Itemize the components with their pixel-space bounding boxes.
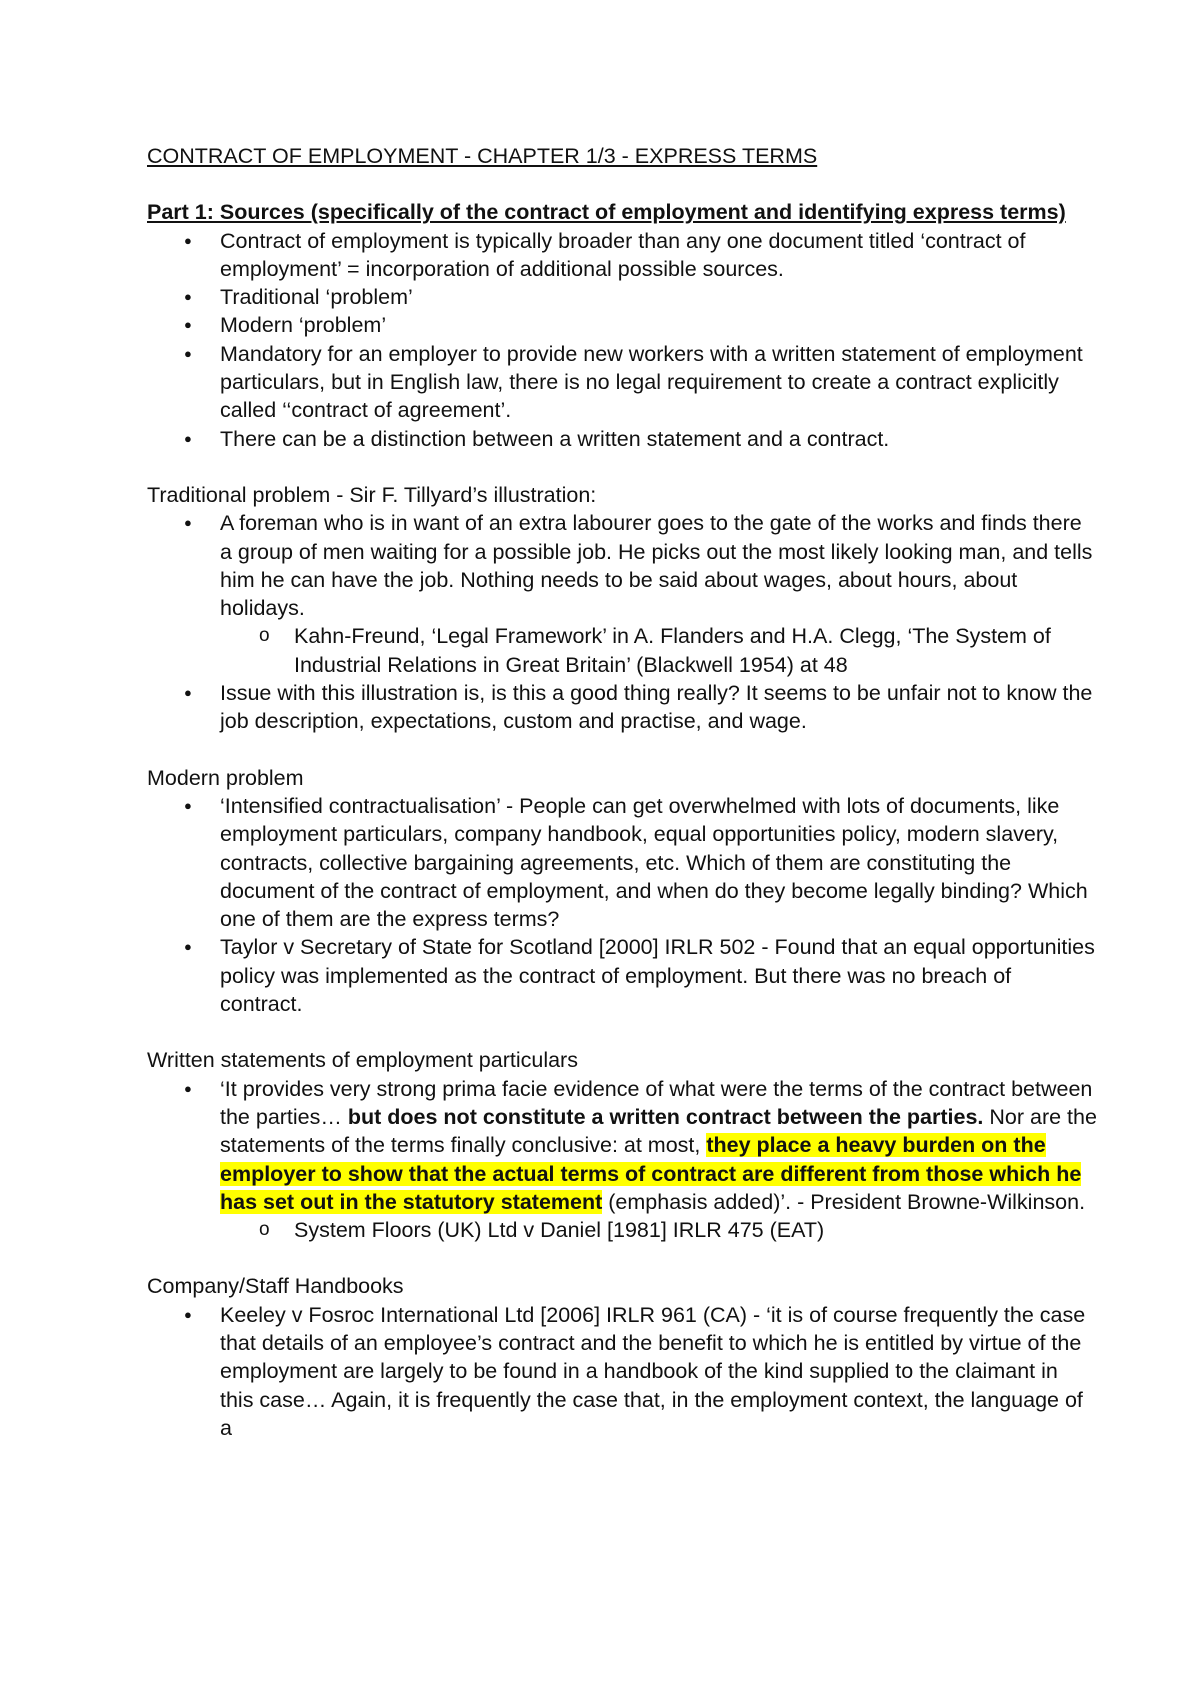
modern-problem-heading: Modern problem [147,765,304,790]
list-item: ● Issue with this illustration is, is this a good thing really? It seems to be unfair not to know the job description, expectations, custom and practise, and wage. [147,679,1097,736]
document-page [147,142,1097,1442]
handbooks-bullet-list [147,1301,1097,1442]
intro-bullet-list [147,227,1097,453]
list-item: ● Contract of employment is typically broader than any one document titled ‘contract of employment’ = incorporation of additional possible sources. [147,227,1097,284]
sub-list [220,622,1097,679]
traditional-bullet-list [147,509,1097,735]
document-title: CONTRACT OF EMPLOYMENT - CHAPTER 1/3 - EXPRESS TERMS [147,144,818,168]
list-item [147,1075,1097,1245]
list-item: ● Keeley v Fosroc International Ltd [2006] IRLR 961 (CA) - ‘it is of course frequently the case that details of an employee’s contract and the benefit to which he is entitled by virtue of the employment are largely to be found in a handbook of the kind supplied to the claimant in this case… Again, it is frequently the case that, in the employment context, the language of a [147,1301,1097,1442]
quote-text: Nor are the statements of the terms finally conclusive: at most, [220,1104,1097,1158]
quote-text: (emphasis added)’. - President Browne-Wilkinson. [602,1189,1086,1214]
quote-bold-text: but does not constitute a written contract between the parties. [347,1104,984,1129]
list-item: ● Mandatory for an employer to provide new workers with a written statement of employment particulars, but in English law, there is no legal requirement to create a contract explicitly called ‘‘contract of agreement’. [147,340,1097,425]
sub-list-item: o Kahn-Freund, ‘Legal Framework’ in A. Flanders and H.A. Clegg, ‘The System of Industrial Relations in Great Britain’ (Blackwell 1954) at 48 [147,622,1097,679]
quote-highlighted-text: they place a heavy burden on the employer to show that the actual terms of contract are different from those which he has set out in the statutory statement [220,1133,1082,1214]
modern-bullet-list [147,792,1097,1018]
traditional-problem-heading: Traditional problem - Sir F. Tillyard’s illustration: [147,482,597,507]
list-item: ● Modern ‘problem’ [147,311,1097,339]
quote-text: ‘It provides very strong prima facie evidence of what were the terms of the contract between the parties… [220,1076,1093,1129]
handbooks-heading: Company/Staff Handbooks [147,1274,404,1299]
written-statements-heading: Written statements of employment particulars [147,1048,578,1073]
list-item [147,509,1097,679]
list-item: ● ‘Intensified contractualisation’ - People can get overwhelmed with lots of documents, like employment particulars, company handbook, equal opportunities policy, modern slavery, contracts, collective bargaining agreements, etc. Which of them are constituting the document of the contract of employment, and when do they become legally binding? Which one of them are the express terms? [147,792,1097,933]
list-item-text: A foreman who is in want of an extra labourer goes to the gate of the works and finds there a group of men waiting for a possible job. He picks out the most likely looking man, and tells him he can have the job. Nothing needs to be said about wages, about hours, about holidays. [220,511,1093,621]
part1-heading: Part 1: Sources (specifically of the contract of employment and identifying express terms) [147,200,1066,225]
sub-list [220,1216,1097,1244]
sub-list-item: o System Floors (UK) Ltd v Daniel [1981] IRLR 475 (EAT) [147,1216,1097,1244]
list-item: ● Traditional ‘problem’ [147,283,1097,311]
written-bullet-list [147,1075,1097,1245]
list-item: ● There can be a distinction between a written statement and a contract. [147,425,1097,453]
list-item: ● Taylor v Secretary of State for Scotland [2000] IRLR 502 - Found that an equal opportunities policy was implemented as the contract of employment. But there was no breach of contract. [147,933,1097,1018]
